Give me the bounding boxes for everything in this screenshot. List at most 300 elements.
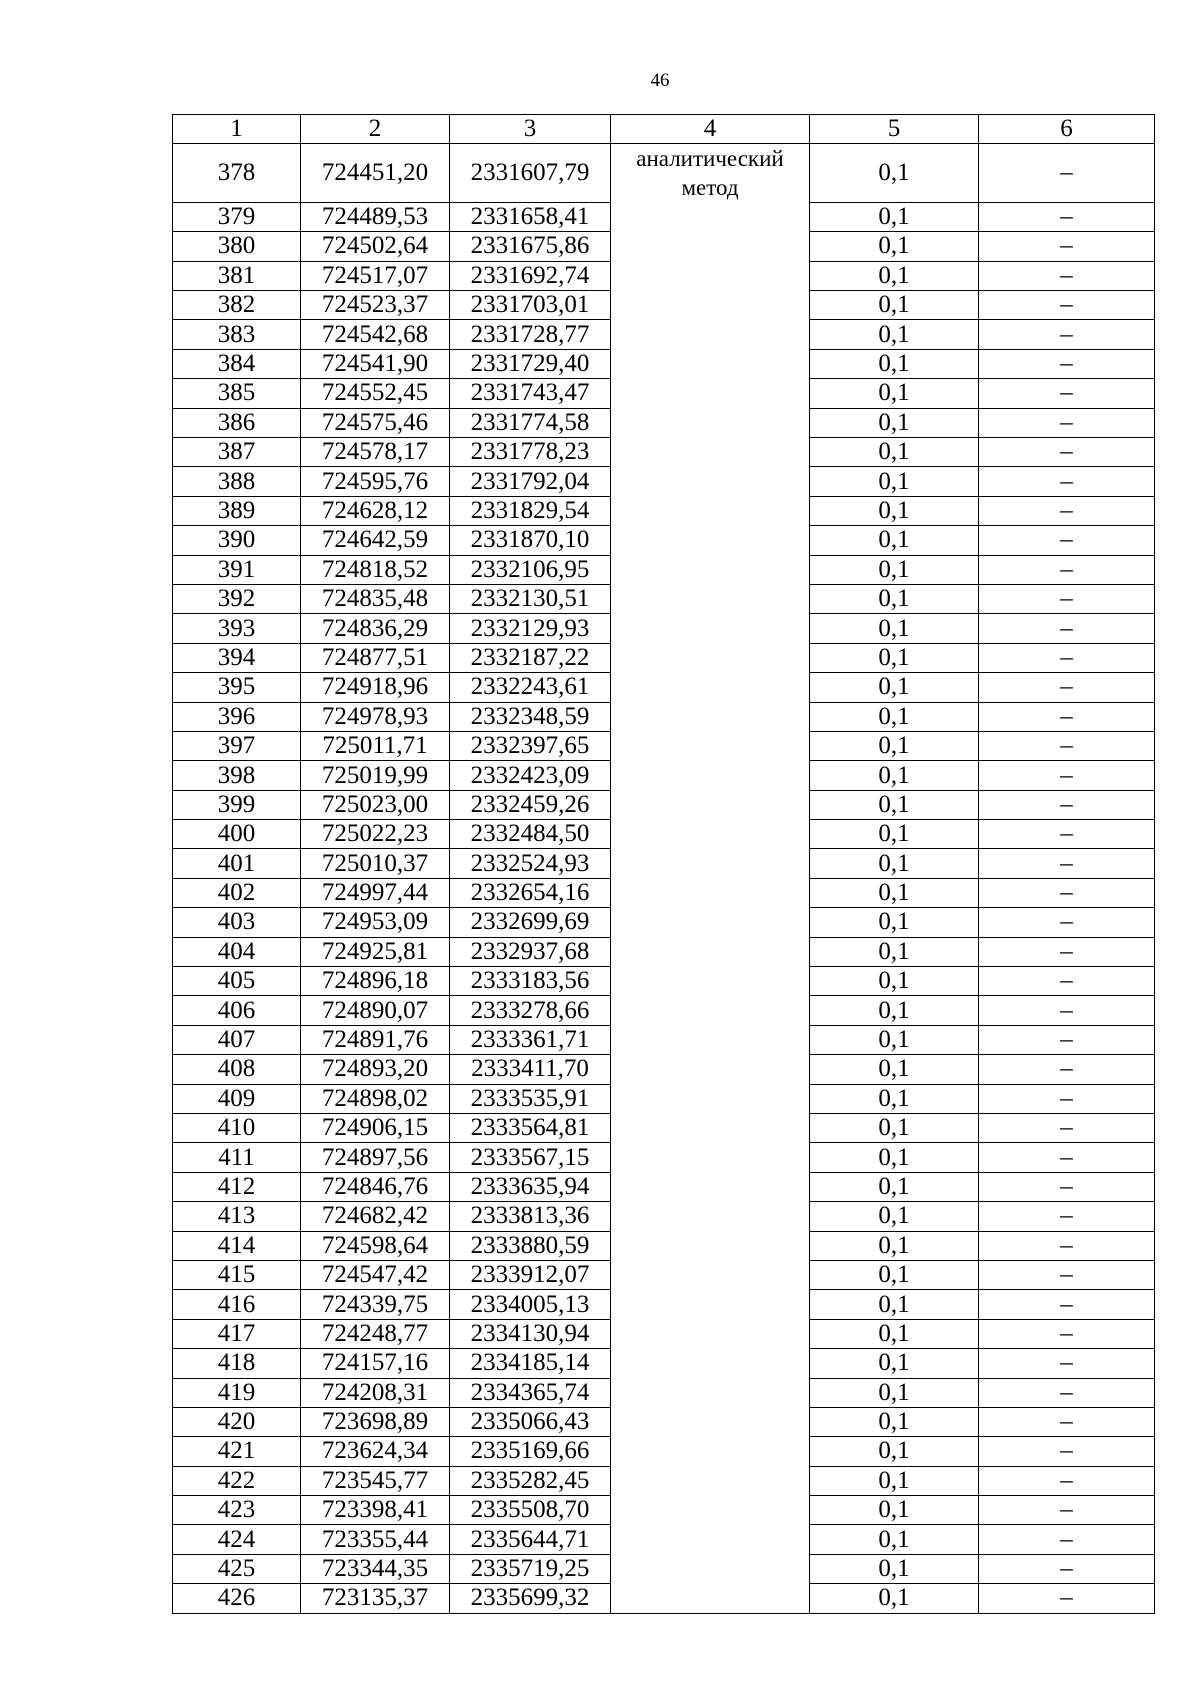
point-number-cell: 399 xyxy=(173,790,301,819)
x-coordinate-cell: 724598,64 xyxy=(301,1231,450,1260)
y-coordinate-cell: 2333567,15 xyxy=(450,1143,611,1172)
note-cell: – xyxy=(979,614,1155,643)
y-coordinate-cell: 2335282,45 xyxy=(450,1466,611,1495)
note-cell: – xyxy=(979,790,1155,819)
note-cell: – xyxy=(979,232,1155,261)
x-coordinate-cell: 724835,48 xyxy=(301,584,450,613)
y-coordinate-cell: 2333535,91 xyxy=(450,1084,611,1113)
x-coordinate-cell: 723135,37 xyxy=(301,1584,450,1613)
point-number-cell: 395 xyxy=(173,673,301,702)
table-row xyxy=(173,1172,1155,1201)
accuracy-cell: 0,1 xyxy=(810,1231,979,1260)
point-number-cell: 388 xyxy=(173,467,301,496)
x-coordinate-cell: 723698,89 xyxy=(301,1407,450,1436)
x-coordinate-cell: 724918,96 xyxy=(301,673,450,702)
point-number-cell: 419 xyxy=(173,1378,301,1407)
table-row xyxy=(173,1349,1155,1378)
method-cell xyxy=(611,584,810,613)
note-cell: – xyxy=(979,908,1155,937)
method-cell xyxy=(611,526,810,555)
table-row xyxy=(173,996,1155,1025)
y-coordinate-cell: 2332348,59 xyxy=(450,702,611,731)
note-cell: – xyxy=(979,467,1155,496)
method-cell xyxy=(611,467,810,496)
point-number-cell: 401 xyxy=(173,849,301,878)
table-row xyxy=(173,1525,1155,1554)
point-number-cell: 425 xyxy=(173,1554,301,1583)
x-coordinate-cell: 725019,99 xyxy=(301,761,450,790)
point-number-cell: 397 xyxy=(173,731,301,760)
note-cell: – xyxy=(979,202,1155,231)
table-row xyxy=(173,1466,1155,1495)
note-cell: – xyxy=(979,261,1155,290)
x-coordinate-cell: 724578,17 xyxy=(301,438,450,467)
y-coordinate-cell: 2331743,47 xyxy=(450,379,611,408)
y-coordinate-cell: 2332130,51 xyxy=(450,584,611,613)
x-coordinate-cell: 725010,37 xyxy=(301,849,450,878)
table-row xyxy=(173,349,1155,378)
method-cell xyxy=(611,731,810,760)
point-number-cell: 382 xyxy=(173,291,301,320)
table-row xyxy=(173,584,1155,613)
note-cell: – xyxy=(979,1319,1155,1348)
accuracy-cell: 0,1 xyxy=(810,1202,979,1231)
y-coordinate-cell: 2334185,14 xyxy=(450,1349,611,1378)
y-coordinate-cell: 2333361,71 xyxy=(450,1025,611,1054)
note-cell: – xyxy=(979,761,1155,790)
x-coordinate-cell: 724897,56 xyxy=(301,1143,450,1172)
note-cell: – xyxy=(979,1584,1155,1613)
note-cell: – xyxy=(979,731,1155,760)
y-coordinate-cell: 2334365,74 xyxy=(450,1378,611,1407)
accuracy-cell: 0,1 xyxy=(810,1466,979,1495)
accuracy-cell: 0,1 xyxy=(810,1114,979,1143)
accuracy-cell: 0,1 xyxy=(810,1407,979,1436)
point-number-cell: 418 xyxy=(173,1349,301,1378)
point-number-cell: 383 xyxy=(173,320,301,349)
accuracy-cell: 0,1 xyxy=(810,967,979,996)
y-coordinate-cell: 2332484,50 xyxy=(450,820,611,849)
point-number-cell: 410 xyxy=(173,1114,301,1143)
method-cell xyxy=(611,761,810,790)
y-coordinate-cell: 2331728,77 xyxy=(450,320,611,349)
point-number-cell: 403 xyxy=(173,908,301,937)
point-number-cell: 378 xyxy=(173,144,301,203)
x-coordinate-cell: 724157,16 xyxy=(301,1349,450,1378)
accuracy-cell: 0,1 xyxy=(810,673,979,702)
table-row xyxy=(173,761,1155,790)
point-number-cell: 394 xyxy=(173,643,301,672)
point-number-cell: 414 xyxy=(173,1231,301,1260)
method-cell xyxy=(611,1084,810,1113)
note-cell: – xyxy=(979,1496,1155,1525)
method-cell xyxy=(611,261,810,290)
method-cell xyxy=(611,1437,810,1466)
accuracy-cell: 0,1 xyxy=(810,1055,979,1084)
y-coordinate-cell: 2331829,54 xyxy=(450,496,611,525)
accuracy-cell: 0,1 xyxy=(810,144,979,203)
note-cell: – xyxy=(979,1202,1155,1231)
table-row xyxy=(173,555,1155,584)
x-coordinate-cell: 724997,44 xyxy=(301,878,450,907)
note-cell: – xyxy=(979,996,1155,1025)
note-cell: – xyxy=(979,438,1155,467)
x-coordinate-cell: 724552,45 xyxy=(301,379,450,408)
x-coordinate-cell: 724953,09 xyxy=(301,908,450,937)
x-coordinate-cell: 724542,68 xyxy=(301,320,450,349)
accuracy-cell: 0,1 xyxy=(810,1554,979,1583)
method-cell xyxy=(611,1202,810,1231)
y-coordinate-cell: 2331778,23 xyxy=(450,438,611,467)
table-row xyxy=(173,261,1155,290)
method-cell: аналитический метод xyxy=(611,144,810,203)
x-coordinate-cell: 724541,90 xyxy=(301,349,450,378)
point-number-cell: 392 xyxy=(173,584,301,613)
point-number-cell: 404 xyxy=(173,937,301,966)
method-cell xyxy=(611,320,810,349)
point-number-cell: 423 xyxy=(173,1496,301,1525)
y-coordinate-cell: 2333411,70 xyxy=(450,1055,611,1084)
point-number-cell: 413 xyxy=(173,1202,301,1231)
point-number-cell: 416 xyxy=(173,1290,301,1319)
table-row xyxy=(173,1202,1155,1231)
method-cell xyxy=(611,202,810,231)
table-row xyxy=(173,1290,1155,1319)
accuracy-cell: 0,1 xyxy=(810,702,979,731)
point-number-cell: 389 xyxy=(173,496,301,525)
accuracy-cell: 0,1 xyxy=(810,1260,979,1289)
x-coordinate-cell: 724891,76 xyxy=(301,1025,450,1054)
method-cell xyxy=(611,673,810,702)
method-cell xyxy=(611,1584,810,1613)
y-coordinate-cell: 2332654,16 xyxy=(450,878,611,907)
point-number-cell: 405 xyxy=(173,967,301,996)
table-row xyxy=(173,467,1155,496)
point-number-cell: 417 xyxy=(173,1319,301,1348)
method-cell xyxy=(611,349,810,378)
y-coordinate-cell: 2332459,26 xyxy=(450,790,611,819)
method-cell xyxy=(611,790,810,819)
column-header: 2 xyxy=(301,115,450,144)
table-row xyxy=(173,232,1155,261)
y-coordinate-cell: 2333813,36 xyxy=(450,1202,611,1231)
y-coordinate-cell: 2333278,66 xyxy=(450,996,611,1025)
x-coordinate-cell: 724642,59 xyxy=(301,526,450,555)
y-coordinate-cell: 2331607,79 xyxy=(450,144,611,203)
y-coordinate-cell: 2332397,65 xyxy=(450,731,611,760)
note-cell: – xyxy=(979,379,1155,408)
y-coordinate-cell: 2335644,71 xyxy=(450,1525,611,1554)
accuracy-cell: 0,1 xyxy=(810,1584,979,1613)
table-row xyxy=(173,1084,1155,1113)
point-number-cell: 402 xyxy=(173,878,301,907)
accuracy-cell: 0,1 xyxy=(810,496,979,525)
y-coordinate-cell: 2335719,25 xyxy=(450,1554,611,1583)
point-number-cell: 387 xyxy=(173,438,301,467)
point-number-cell: 400 xyxy=(173,820,301,849)
note-cell: – xyxy=(979,526,1155,555)
point-number-cell: 408 xyxy=(173,1055,301,1084)
note-cell: – xyxy=(979,320,1155,349)
y-coordinate-cell: 2331774,58 xyxy=(450,408,611,437)
x-coordinate-cell: 724893,20 xyxy=(301,1055,450,1084)
table-row xyxy=(173,849,1155,878)
point-number-cell: 396 xyxy=(173,702,301,731)
table-row xyxy=(173,643,1155,672)
column-header: 3 xyxy=(450,115,611,144)
method-cell xyxy=(611,820,810,849)
y-coordinate-cell: 2332187,22 xyxy=(450,643,611,672)
accuracy-cell: 0,1 xyxy=(810,1290,979,1319)
point-number-cell: 411 xyxy=(173,1143,301,1172)
x-coordinate-cell: 724339,75 xyxy=(301,1290,450,1319)
accuracy-cell: 0,1 xyxy=(810,261,979,290)
note-cell: – xyxy=(979,1407,1155,1436)
note-cell: – xyxy=(979,702,1155,731)
point-number-cell: 391 xyxy=(173,555,301,584)
y-coordinate-cell: 2335508,70 xyxy=(450,1496,611,1525)
note-cell: – xyxy=(979,1231,1155,1260)
method-cell xyxy=(611,1466,810,1495)
x-coordinate-cell: 725011,71 xyxy=(301,731,450,760)
x-coordinate-cell: 724208,31 xyxy=(301,1378,450,1407)
y-coordinate-cell: 2332106,95 xyxy=(450,555,611,584)
accuracy-cell: 0,1 xyxy=(810,438,979,467)
method-cell xyxy=(611,1025,810,1054)
x-coordinate-cell: 724523,37 xyxy=(301,291,450,320)
x-coordinate-cell: 724906,15 xyxy=(301,1114,450,1143)
point-number-cell: 379 xyxy=(173,202,301,231)
note-cell: – xyxy=(979,349,1155,378)
x-coordinate-cell: 724877,51 xyxy=(301,643,450,672)
note-cell: – xyxy=(979,937,1155,966)
note-cell: – xyxy=(979,1055,1155,1084)
table-row xyxy=(173,614,1155,643)
column-header: 5 xyxy=(810,115,979,144)
method-cell xyxy=(611,1231,810,1260)
point-number-cell: 390 xyxy=(173,526,301,555)
method-cell xyxy=(611,1260,810,1289)
x-coordinate-cell: 725022,23 xyxy=(301,820,450,849)
table-body xyxy=(173,144,1155,1613)
y-coordinate-cell: 2334005,13 xyxy=(450,1290,611,1319)
x-coordinate-cell: 724517,07 xyxy=(301,261,450,290)
table-row xyxy=(173,820,1155,849)
table-row xyxy=(173,202,1155,231)
table-header-row xyxy=(173,115,1155,144)
x-coordinate-cell: 724575,46 xyxy=(301,408,450,437)
accuracy-cell: 0,1 xyxy=(810,408,979,437)
page-number: 46 xyxy=(650,70,670,91)
table-row xyxy=(173,1407,1155,1436)
point-number-cell: 415 xyxy=(173,1260,301,1289)
note-cell: – xyxy=(979,408,1155,437)
accuracy-cell: 0,1 xyxy=(810,643,979,672)
x-coordinate-cell: 724248,77 xyxy=(301,1319,450,1348)
point-number-cell: 380 xyxy=(173,232,301,261)
column-header: 1 xyxy=(173,115,301,144)
table-row xyxy=(173,379,1155,408)
method-cell xyxy=(611,496,810,525)
note-cell: – xyxy=(979,673,1155,702)
method-cell xyxy=(611,967,810,996)
method-cell xyxy=(611,1172,810,1201)
x-coordinate-cell: 723398,41 xyxy=(301,1496,450,1525)
x-coordinate-cell: 723624,34 xyxy=(301,1437,450,1466)
y-coordinate-cell: 2332524,93 xyxy=(450,849,611,878)
point-number-cell: 385 xyxy=(173,379,301,408)
x-coordinate-cell: 724489,53 xyxy=(301,202,450,231)
accuracy-cell: 0,1 xyxy=(810,908,979,937)
note-cell: – xyxy=(979,967,1155,996)
x-coordinate-cell: 724846,76 xyxy=(301,1172,450,1201)
table-row xyxy=(173,1260,1155,1289)
x-coordinate-cell: 725023,00 xyxy=(301,790,450,819)
note-cell: – xyxy=(979,1114,1155,1143)
note-cell: – xyxy=(979,144,1155,203)
column-header: 4 xyxy=(611,115,810,144)
method-cell xyxy=(611,1143,810,1172)
point-number-cell: 412 xyxy=(173,1172,301,1201)
note-cell: – xyxy=(979,584,1155,613)
point-number-cell: 420 xyxy=(173,1407,301,1436)
x-coordinate-cell: 724896,18 xyxy=(301,967,450,996)
y-coordinate-cell: 2331658,41 xyxy=(450,202,611,231)
point-number-cell: 422 xyxy=(173,1466,301,1495)
note-cell: – xyxy=(979,291,1155,320)
accuracy-cell: 0,1 xyxy=(810,614,979,643)
point-number-cell: 393 xyxy=(173,614,301,643)
note-cell: – xyxy=(979,1554,1155,1583)
table-row xyxy=(173,1496,1155,1525)
y-coordinate-cell: 2333912,07 xyxy=(450,1260,611,1289)
point-number-cell: 421 xyxy=(173,1437,301,1466)
method-cell xyxy=(611,702,810,731)
accuracy-cell: 0,1 xyxy=(810,555,979,584)
table-row xyxy=(173,1319,1155,1348)
table-row xyxy=(173,1143,1155,1172)
method-cell xyxy=(611,291,810,320)
note-cell: – xyxy=(979,878,1155,907)
table-row xyxy=(173,790,1155,819)
accuracy-cell: 0,1 xyxy=(810,349,979,378)
y-coordinate-cell: 2332423,09 xyxy=(450,761,611,790)
note-cell: – xyxy=(979,1025,1155,1054)
accuracy-cell: 0,1 xyxy=(810,1437,979,1466)
y-coordinate-cell: 2332243,61 xyxy=(450,673,611,702)
accuracy-cell: 0,1 xyxy=(810,761,979,790)
accuracy-cell: 0,1 xyxy=(810,790,979,819)
accuracy-cell: 0,1 xyxy=(810,584,979,613)
coordinates-table xyxy=(172,114,1155,1614)
x-coordinate-cell: 724890,07 xyxy=(301,996,450,1025)
y-coordinate-cell: 2331675,86 xyxy=(450,232,611,261)
method-cell xyxy=(611,643,810,672)
x-coordinate-cell: 724628,12 xyxy=(301,496,450,525)
point-number-cell: 381 xyxy=(173,261,301,290)
x-coordinate-cell: 724451,20 xyxy=(301,144,450,203)
method-cell xyxy=(611,555,810,584)
method-cell xyxy=(611,1496,810,1525)
table-row xyxy=(173,937,1155,966)
y-coordinate-cell: 2331703,01 xyxy=(450,291,611,320)
table-row xyxy=(173,878,1155,907)
accuracy-cell: 0,1 xyxy=(810,849,979,878)
x-coordinate-cell: 724836,29 xyxy=(301,614,450,643)
accuracy-cell: 0,1 xyxy=(810,1378,979,1407)
x-coordinate-cell: 723545,77 xyxy=(301,1466,450,1495)
note-cell: – xyxy=(979,1349,1155,1378)
table-row xyxy=(173,731,1155,760)
note-cell: – xyxy=(979,1378,1155,1407)
note-cell: – xyxy=(979,1525,1155,1554)
accuracy-cell: 0,1 xyxy=(810,1525,979,1554)
method-cell xyxy=(611,614,810,643)
table-row xyxy=(173,144,1155,203)
table-row xyxy=(173,1378,1155,1407)
note-cell: – xyxy=(979,1466,1155,1495)
column-header: 6 xyxy=(979,115,1155,144)
method-cell xyxy=(611,1349,810,1378)
note-cell: – xyxy=(979,1172,1155,1201)
point-number-cell: 407 xyxy=(173,1025,301,1054)
accuracy-cell: 0,1 xyxy=(810,1025,979,1054)
method-cell xyxy=(611,1407,810,1436)
y-coordinate-cell: 2333880,59 xyxy=(450,1231,611,1260)
accuracy-cell: 0,1 xyxy=(810,320,979,349)
accuracy-cell: 0,1 xyxy=(810,1172,979,1201)
y-coordinate-cell: 2335169,66 xyxy=(450,1437,611,1466)
table-row xyxy=(173,408,1155,437)
point-number-cell: 384 xyxy=(173,349,301,378)
accuracy-cell: 0,1 xyxy=(810,232,979,261)
note-cell: – xyxy=(979,496,1155,525)
point-number-cell: 426 xyxy=(173,1584,301,1613)
y-coordinate-cell: 2334130,94 xyxy=(450,1319,611,1348)
note-cell: – xyxy=(979,643,1155,672)
method-cell xyxy=(611,1114,810,1143)
point-number-cell: 398 xyxy=(173,761,301,790)
x-coordinate-cell: 724595,76 xyxy=(301,467,450,496)
accuracy-cell: 0,1 xyxy=(810,1319,979,1348)
accuracy-cell: 0,1 xyxy=(810,996,979,1025)
table-row xyxy=(173,1114,1155,1143)
point-number-cell: 409 xyxy=(173,1084,301,1113)
x-coordinate-cell: 724547,42 xyxy=(301,1260,450,1289)
y-coordinate-cell: 2331692,74 xyxy=(450,261,611,290)
table-row xyxy=(173,1437,1155,1466)
accuracy-cell: 0,1 xyxy=(810,202,979,231)
accuracy-cell: 0,1 xyxy=(810,526,979,555)
note-cell: – xyxy=(979,1437,1155,1466)
table-row xyxy=(173,1025,1155,1054)
table-row xyxy=(173,967,1155,996)
x-coordinate-cell: 724682,42 xyxy=(301,1202,450,1231)
point-number-cell: 386 xyxy=(173,408,301,437)
accuracy-cell: 0,1 xyxy=(810,820,979,849)
y-coordinate-cell: 2331729,40 xyxy=(450,349,611,378)
x-coordinate-cell: 724925,81 xyxy=(301,937,450,966)
y-coordinate-cell: 2332937,68 xyxy=(450,937,611,966)
method-cell xyxy=(611,1319,810,1348)
table-row xyxy=(173,438,1155,467)
accuracy-cell: 0,1 xyxy=(810,1496,979,1525)
note-cell: – xyxy=(979,1143,1155,1172)
method-cell xyxy=(611,849,810,878)
accuracy-cell: 0,1 xyxy=(810,1084,979,1113)
table-row xyxy=(173,320,1155,349)
table-row xyxy=(173,1554,1155,1583)
